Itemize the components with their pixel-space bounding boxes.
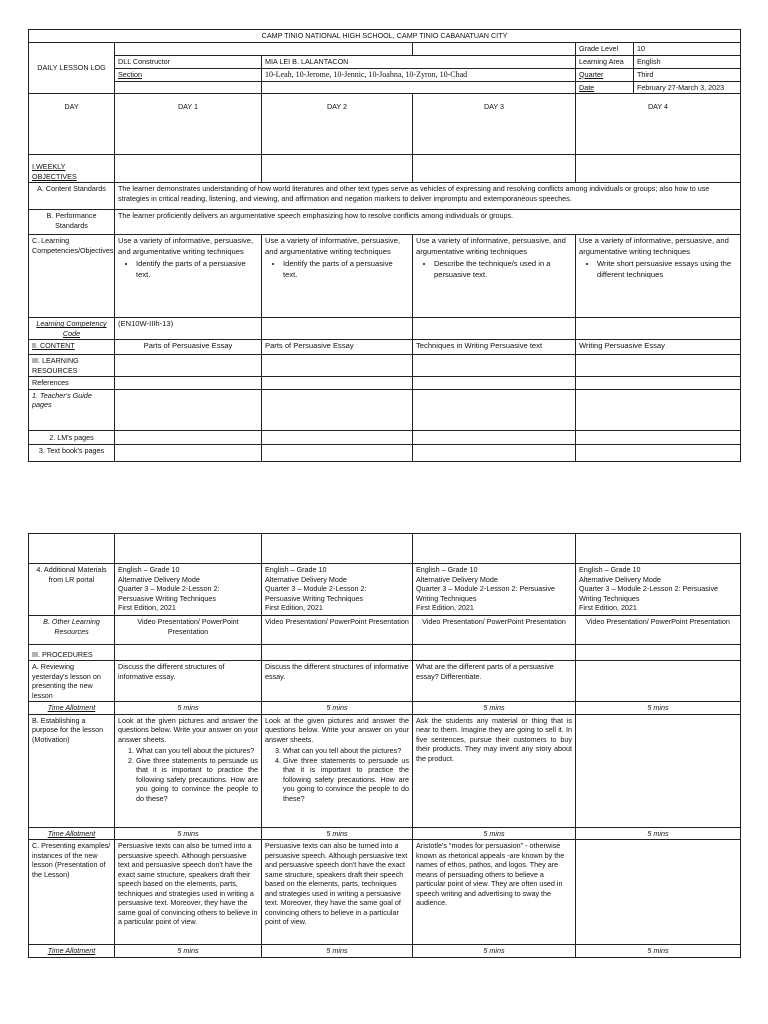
content-day-1: Parts of Persuasive Essay — [115, 340, 262, 355]
reviewing-day-1: Discuss the different structures of informative essay. — [115, 661, 262, 702]
motivation-question: 2. Give three statements to persuade us that it is important to practice the following safety precautions. How are you going to convince the people to do these? — [136, 756, 258, 804]
additional-day-4: English – Grade 10 Alternative Delivery Mode Quarter 3 – Module 2-Lesson 2: Persuasive Writing Techniques First Edition, 2021 — [576, 564, 741, 616]
other-resources-day-1: Video Presentation/ PowerPoint Presentation — [115, 616, 262, 645]
additional-day-1: English – Grade 10 Alternative Delivery Mode Quarter 3 – Module 2-Lesson 2: Persuasive Writing Techniques First Edition, 2021 — [115, 564, 262, 616]
motivation-question: 4. Give three statements to persuade us that it is important to practice the following safety precautions. How are you going to convince the people to do these? — [283, 756, 409, 804]
additional-materials-label: 4. Additional Materials from LR portal — [29, 564, 115, 616]
time-allotment-value: 5 mins — [576, 702, 741, 715]
time-allotment-value: 5 mins — [262, 702, 413, 715]
presentation-day-3: Aristotle's "modes for persuasion" - otherwise known as rhetorical appeals -are known by the names of ethos, pathos, and logos. They are means of persuading others to believe a particular point of view. They are often used in speech writing and advertising to sway the audience. — [413, 840, 576, 945]
other-resources-label: B. Other Learning Resources — [29, 616, 115, 645]
constructor-value: MIA LEI B. LALANTACON — [262, 55, 576, 68]
competency-day-3 — [413, 235, 576, 318]
time-allotment-value: 5 mins — [115, 945, 262, 958]
competency-bullet: • Write short persuasive essays using the different techniques — [597, 259, 737, 280]
content-label: II. CONTENT — [29, 340, 115, 355]
school-name: CAMP TINIO NATIONAL HIGH SCHOOL, CAMP TINIO CABANATUAN CITY — [29, 30, 741, 43]
grade-level-value: 10 — [634, 42, 741, 55]
time-allotment-value: 5 mins — [413, 945, 576, 958]
other-resources-day-4: Video Presentation/ PowerPoint Presentation — [576, 616, 741, 645]
content-day-3: Techniques in Writing Persuasive text — [413, 340, 576, 355]
presentation-day-2: Persuasive texts can also be turned into a persuasive speech. Although persuasive text and persuasive speech don't have the exact same structure, speakers draft their speech based on the elements, parts, techniques and strategies used in writing a persuasive text. Moreover, they have the same goal of convincing others to believe in a particular point of view. — [262, 840, 413, 945]
time-allotment-value: 5 mins — [262, 945, 413, 958]
establishing-purpose-label: B. Establishing a purpose for the lesson (Motivation) — [29, 714, 115, 827]
constructor-label: DLL Constructor — [115, 55, 262, 68]
time-allotment-value: 5 mins — [413, 827, 576, 840]
learning-resources-label: III. LEARNING RESOURCES — [29, 355, 115, 377]
other-resources-day-3: Video Presentation/ PowerPoint Presentation — [413, 616, 576, 645]
performance-standards-label: B. Performance Standards — [29, 210, 115, 235]
motivation-question: 3. What can you tell about the pictures? — [283, 746, 409, 756]
day-3-header: DAY 3 — [413, 94, 576, 155]
motivation-day-1 — [115, 714, 262, 827]
performance-standards-text: The learner proficiently delivers an argumentative speech emphasizing how to resolve conflicts among individuals or groups. — [115, 210, 741, 235]
day-2-header: DAY 2 — [262, 94, 413, 155]
motivation-day-3: Ask the students any material or thing that is near to them. Imagine they are going to sell it. In five sentences, pursue their customers to buy their products. They may invent any story about the product. — [413, 714, 576, 827]
additional-day-3: English – Grade 10 Alternative Delivery Mode Quarter 3 – Module 2-Lesson 2: Persuasive Writing Techniques First Edition, 2021 — [413, 564, 576, 616]
time-allotment-value: 5 mins — [576, 827, 741, 840]
competency-code-value: (EN10W-IIIh-13) — [115, 318, 262, 340]
additional-day-2: English – Grade 10 Alternative Delivery Mode Quarter 3 – Module 2-Lesson 2: Persuasive Writing Techniques First Edition, 2021 — [262, 564, 413, 616]
procedures-label: III. PROCEDURES — [29, 645, 115, 661]
competency-bullet: • Identify the parts of a persuasive text. — [136, 259, 258, 280]
competency-lead: Use a variety of informative, persuasive, and argumentative writing techniques — [118, 236, 254, 256]
lm-pages-label: 2. LM's pages — [29, 430, 115, 444]
lesson-log-table-top — [28, 29, 741, 462]
motivation-intro: Look at the given pictures and answer the questions below. Write your answer on your answer sheets. — [118, 715, 258, 744]
section-value: 10-Leah, 10-Jerome, 10-Jennic, 10-Joahna, 10-Zyron, 10-Chad — [262, 68, 576, 81]
time-allotment-label: Time Allotment — [29, 827, 115, 840]
competency-day-1 — [115, 235, 262, 318]
competency-lead: Use a variety of informative, persuasive, and argumentative writing techniques — [416, 236, 566, 256]
doc-title: DAILY LESSON LOG — [29, 42, 115, 94]
presenting-examples-label: C. Presenting examples/ instances of the new lesson (Presentation of the Lesson) — [29, 840, 115, 945]
date-value: February 27-March 3, 2023 — [634, 81, 741, 94]
reviewing-day-2: Discuss the different structures of informative essay. — [262, 661, 413, 702]
competency-bullet: • Identify the parts of a persuasive text. — [283, 259, 409, 280]
time-allotment-value: 5 mins — [115, 702, 262, 715]
competency-code-label: Learning Competency Code — [29, 318, 115, 340]
presentation-day-1: Persuasive texts can also be turned into a persuasive speech. Although persuasive text and persuasive speech don't have the exact same structure, speakers draft their speech based on the elements, parts, techniques and strategies used in writing a persuasive text. Moreover, they have the same goal of convincing others to believe in a particular point of view. — [115, 840, 262, 945]
content-day-2: Parts of Persuasive Essay — [262, 340, 413, 355]
grade-level-label: Grade Level — [576, 42, 634, 55]
teachers-guide-label: 1. Teacher's Guide pages — [29, 389, 115, 430]
day-4-header: DAY 4 — [576, 94, 741, 155]
competency-bullet: • Describe the technique/s used in a persuasive text. — [434, 259, 572, 280]
motivation-intro: Look at the given pictures and answer the questions below. Write your answer on your answer sheets. — [265, 715, 409, 744]
reviewing-day-3: What are the different parts of a persuasive essay? Differentiate. — [413, 661, 576, 702]
other-resources-day-2: Video Presentation/ PowerPoint Presentation — [262, 616, 413, 645]
competency-day-4 — [576, 235, 741, 318]
date-label: Date — [576, 81, 634, 94]
competency-lead: Use a variety of informative, persuasive, and argumentative writing techniques — [265, 236, 401, 256]
learning-area-label: Learning Area — [576, 55, 634, 68]
competencies-label: C. Learning Competencies/Objectives — [29, 235, 115, 318]
quarter-label: Quarter — [576, 68, 634, 81]
time-allotment-label: Time Allotment — [29, 702, 115, 715]
section-label: Section — [115, 68, 262, 81]
time-allotment-value: 5 mins — [115, 827, 262, 840]
lesson-log-table-bottom — [28, 533, 741, 958]
competency-day-2 — [262, 235, 413, 318]
content-day-4: Writing Persuasive Essay — [576, 340, 741, 355]
time-allotment-value: 5 mins — [262, 827, 413, 840]
competency-lead: Use a variety of informative, persuasive, and argumentative writing techniques — [579, 236, 729, 256]
reviewing-label: A. Reviewing yesterday's lesson on presenting the new lesson — [29, 661, 115, 702]
time-allotment-value: 5 mins — [413, 702, 576, 715]
time-allotment-value: 5 mins — [576, 945, 741, 958]
time-allotment-label: Time Allotment — [29, 945, 115, 958]
weekly-objectives-label: I.WEEKLY OBJECTIVES — [29, 155, 115, 183]
references-label: References — [29, 377, 115, 390]
motivation-day-2 — [262, 714, 413, 827]
motivation-question: 1. What can you tell about the pictures? — [136, 746, 258, 756]
quarter-value: Third — [634, 68, 741, 81]
day-1-header: DAY 1 — [115, 94, 262, 155]
content-standards-label: A. Content Standards — [29, 183, 115, 210]
day-column-label: DAY — [29, 94, 115, 155]
learning-area-value: English — [634, 55, 741, 68]
textbook-pages-label: 3. Text book's pages — [29, 444, 115, 461]
content-standards-text: The learner demonstrates understanding of how world literatures and other text types serve as vehicles of expressing and resolving conflicts among individuals or groups; also how to use strategies in critical reading, listening, and viewing, and affirmation and negation markers to deliver impromptu and extemporaneous speeches. — [115, 183, 741, 210]
